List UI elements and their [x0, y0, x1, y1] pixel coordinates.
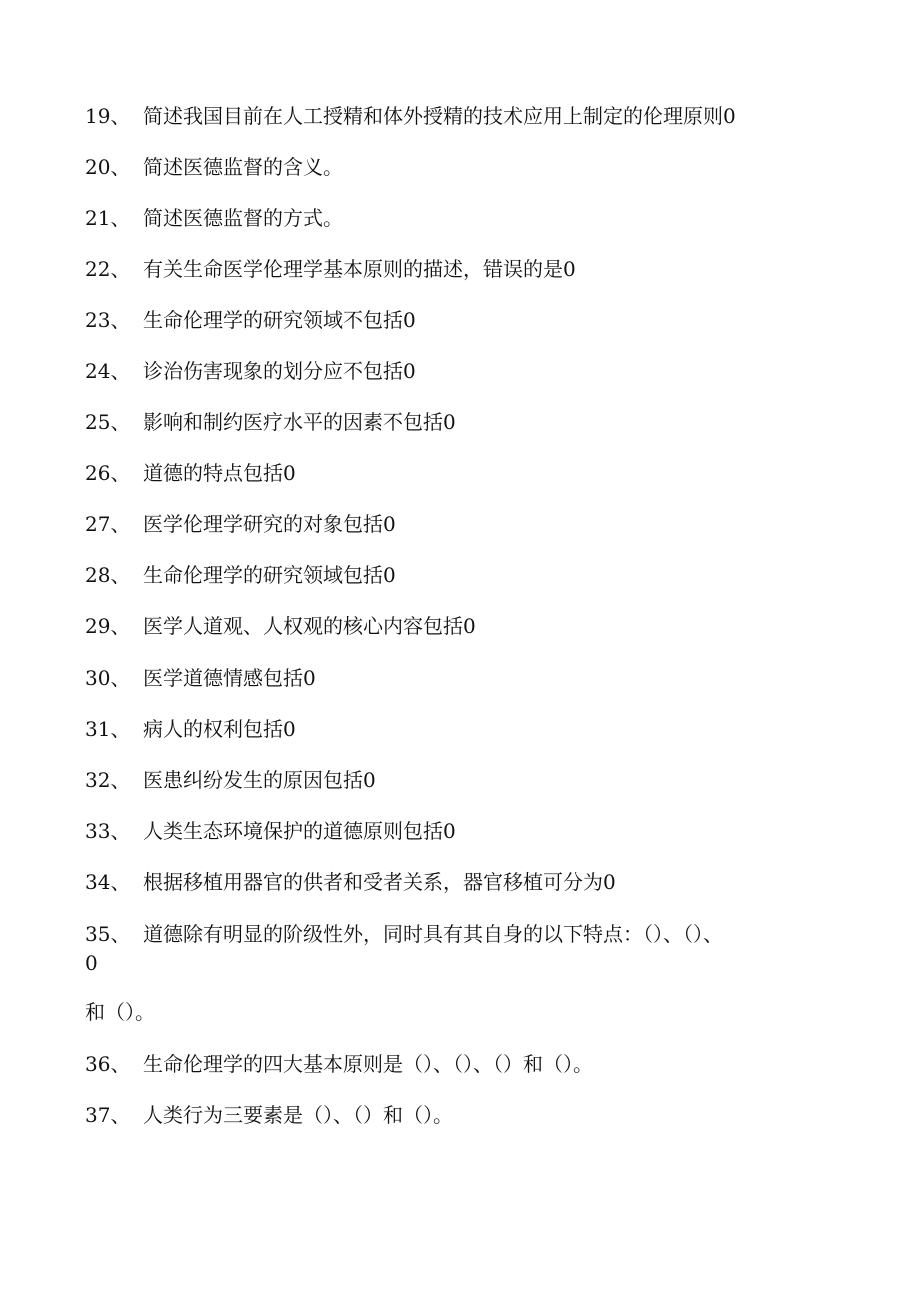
question-text: 生命伦理学的研究领域不包括0: [143, 308, 416, 332]
question-text: 生命伦理学的研究领域包括0: [143, 563, 396, 587]
question-22: [85, 257, 576, 281]
question-19: [85, 104, 736, 128]
question-number: 25、: [85, 410, 131, 434]
question-number: 21、: [85, 206, 131, 230]
question-text: 影响和制约医疗水平的因素不包括0: [143, 410, 456, 434]
question-34: [85, 870, 616, 894]
question-text: 道德除有明显的阶级性外，同时具有其自身的以下特点：（）、（）、: [143, 922, 723, 946]
question-20: [85, 155, 343, 179]
question-number: 19、: [85, 104, 131, 128]
question-text: 有关生命医学伦理学基本原则的描述，错误的是0: [143, 257, 576, 281]
question-text: 病人的权利包括0: [143, 717, 296, 741]
question-text: 道德的特点包括0: [143, 461, 296, 485]
question-text: 简述医德监督的含义。: [143, 155, 343, 179]
question-31: [85, 717, 296, 741]
question-number: 24、: [85, 359, 131, 383]
question-number: 32、: [85, 768, 131, 792]
question-35: [85, 922, 723, 946]
question-24: [85, 359, 416, 383]
question-number: 22、: [85, 257, 131, 281]
question-text: 医学伦理学研究的对象包括0: [143, 512, 396, 536]
question-number: 33、: [85, 819, 131, 843]
question-number: 30、: [85, 666, 131, 690]
question-32: [85, 768, 376, 792]
question-27: [85, 512, 396, 536]
question-number: 28、: [85, 563, 131, 587]
question-number: 20、: [85, 155, 131, 179]
question-text: 人类生态环境保护的道德原则包括0: [143, 819, 456, 843]
question-number: 36、: [85, 1052, 131, 1076]
question-text: 人类行为三要素是（）、（）和（）。: [143, 1103, 453, 1127]
question-21: [85, 206, 343, 230]
question-35-continuation-1: 0: [85, 951, 98, 975]
question-29: [85, 614, 476, 638]
question-text: 生命伦理学的四大基本原则是（）、（）、（）和（）。: [143, 1052, 593, 1076]
question-number: 27、: [85, 512, 131, 536]
question-text: 简述医德监督的方式。: [143, 206, 343, 230]
question-number: 34、: [85, 870, 131, 894]
question-35-continuation-2: 和（）。: [85, 1000, 155, 1024]
question-25: [85, 410, 456, 434]
question-number: 37、: [85, 1103, 131, 1127]
question-text: 医学道德情感包括0: [143, 666, 316, 690]
question-30: [85, 666, 316, 690]
question-28: [85, 563, 396, 587]
question-number: 35、: [85, 922, 131, 946]
question-text: 医患纠纷发生的原因包括0: [143, 768, 376, 792]
question-text: 诊治伤害现象的划分应不包括0: [143, 359, 416, 383]
question-23: [85, 308, 416, 332]
question-text: 简述我国目前在人工授精和体外授精的技术应用上制定的伦理原则0: [143, 104, 736, 128]
question-text: 根据移植用器官的供者和受者关系，器官移植可分为0: [143, 870, 616, 894]
question-number: 26、: [85, 461, 131, 485]
question-number: 31、: [85, 717, 131, 741]
question-number: 29、: [85, 614, 131, 638]
question-26: [85, 461, 296, 485]
question-33: [85, 819, 456, 843]
question-number: 23、: [85, 308, 131, 332]
question-37: [85, 1103, 453, 1127]
question-text: 医学人道观、人权观的核心内容包括0: [143, 614, 476, 638]
question-36: [85, 1052, 593, 1076]
